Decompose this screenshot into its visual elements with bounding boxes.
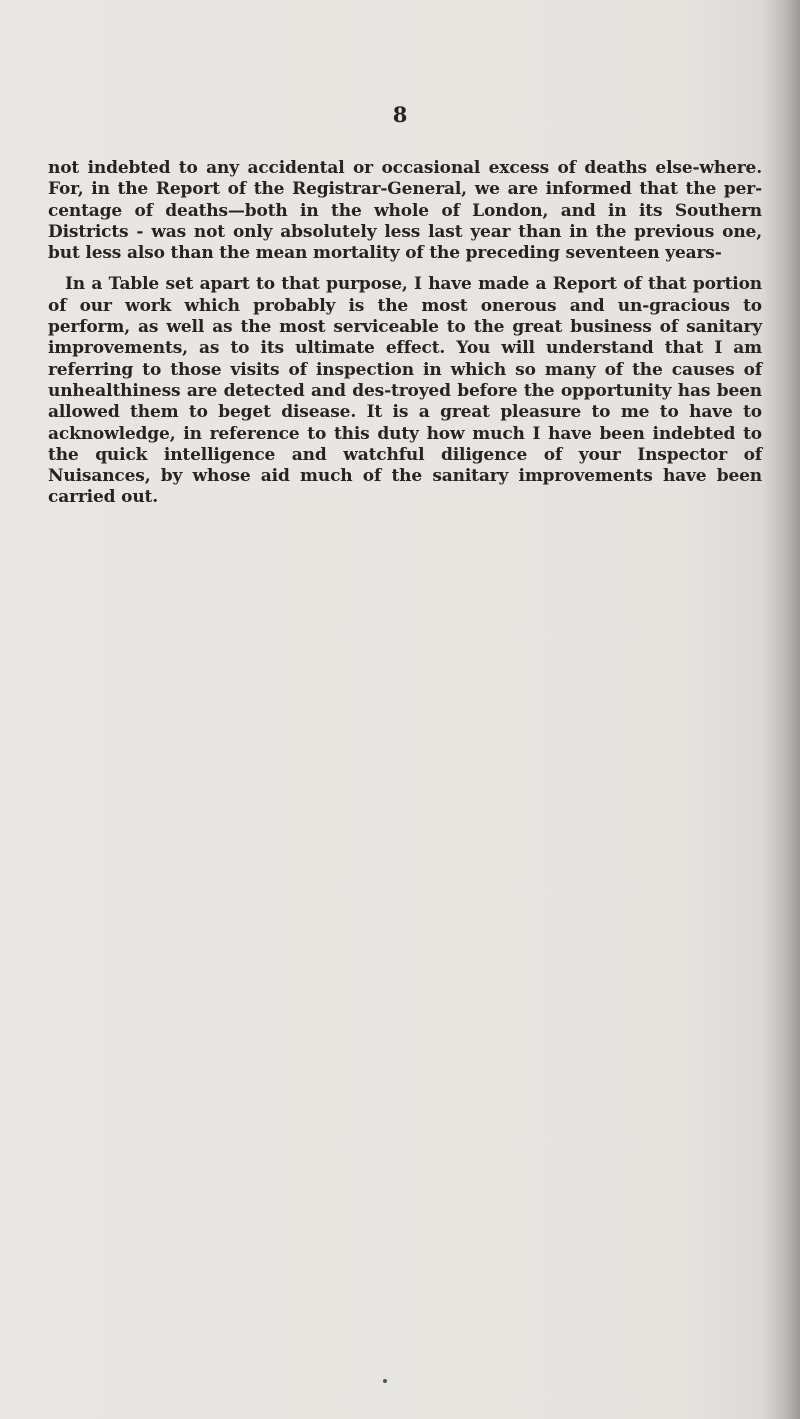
body-text <box>48 158 762 519</box>
ink-speck <box>383 1379 387 1383</box>
page-number: 8 <box>392 102 408 127</box>
page-edge-shadow <box>762 0 800 1419</box>
paragraph-1: not indebted to any accidental or occasional excess of deaths else-where. For, in the Report of the Registrar-General, we are informed that the per-centage of deaths—both in the whole of London, and in its Southern Districts - was not only absolutely less last year than in the previous one, but less also than the mean mortality of the preceding seventeen years- <box>48 158 762 264</box>
paragraph-2: In a Table set apart to that purpose, I have made a Report of that portion of our work which probably is the most onerous and un-gracious to perform, as well as the most serviceable to the great business of sanitary improvements, as to its ultimate effect. You will understand that I am referring to those visits of inspection in which so many of the causes of unhealthiness are detected and des-troyed before the opportunity has been allowed them to beget disease. It is a great pleasure to me to have to acknowledge, in reference to this duty how much I have been indebted to the quick intelligence and watchful diligence of your Inspector of Nuisances, by whose aid much of the sanitary improvements have been carried out. <box>48 274 762 508</box>
